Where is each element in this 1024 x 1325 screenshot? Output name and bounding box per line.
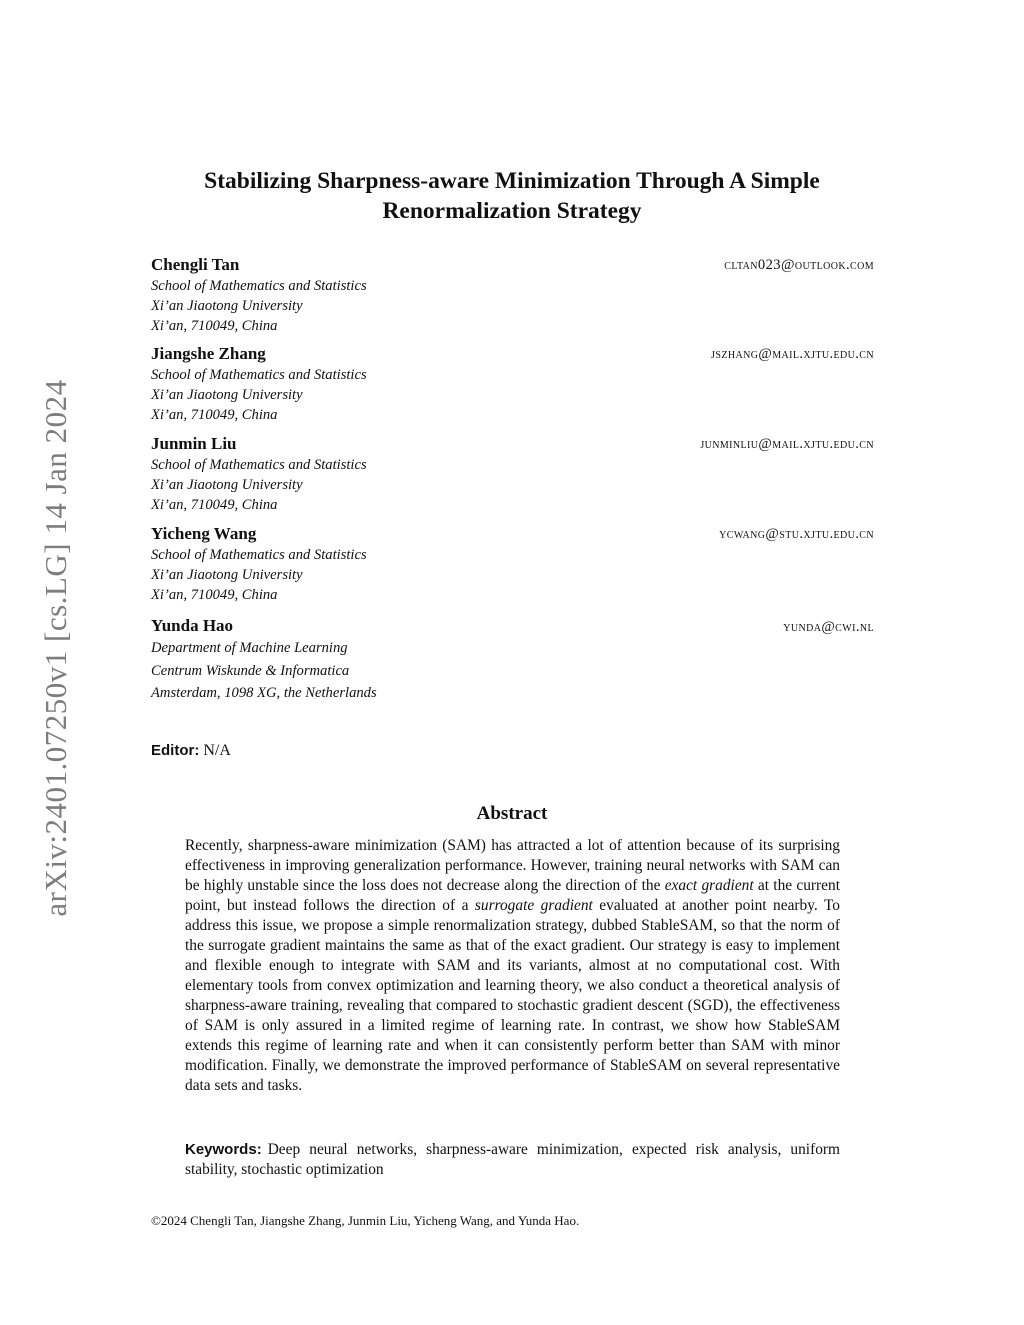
author-block — [151, 254, 874, 336]
author-name: Yicheng Wang — [151, 524, 257, 543]
editor-label: Editor: — [151, 742, 200, 759]
affiliation-line: Xi’an, 710049, China — [151, 497, 278, 513]
keywords-label: Keywords: — [185, 1141, 262, 1158]
abstract-text: Recently, sharpness-aware minimization (SAM) has attracted a lot of attention because of its surprising effectiveness in improving generalization performance. However, training neural networks with SAM can be highly unstable since the loss does not decrease along the direction of the — [185, 837, 840, 894]
author-block — [151, 343, 874, 425]
keywords — [185, 1140, 840, 1180]
affiliation-line: Xi’an Jiaotong University — [151, 567, 303, 583]
abstract-emphasis: surrogate gradient — [474, 897, 593, 914]
abstract-text: evaluated at another point nearby. To address this issue, we propose a simple renormalization strategy, dubbed StableSAM, so that the norm of the surrogate gradient maintains the same as that of the exact gradient. Our strategy is easy to implement and flexible enough to integrate with SAM and its variants, almost at no computational cost. With elementary tools from convex optimization and learning theory, we also conduct a theoretical analysis of sharpness-aware training, revealing that compared to stochastic gradient descent (SGD), the effectiveness of SAM is only assured in a limited regime of learning rate. In contrast, we show how StableSAM extends this regime of learning rate and when it can consistently perform better than SAM with minor modification. Finally, we demonstrate the improved performance of StableSAM on several representative data sets and tasks. — [185, 897, 840, 1094]
author-block — [151, 433, 874, 515]
affiliation-line: Xi’an, 710049, China — [151, 407, 278, 423]
abstract-text: at the current point, but instead follows the direction of a — [185, 877, 840, 914]
title-line-2: Renormalization Strategy — [382, 198, 642, 224]
author-email[interactable]: jszhang@mail.xjtu.edu.cn — [711, 346, 874, 362]
abstract-body — [185, 836, 840, 1096]
abstract-emphasis: exact gradient — [664, 877, 754, 894]
author-email[interactable]: cltan023@outlook.com — [724, 257, 874, 273]
affiliation-line: Amsterdam, 1098 XG, the Netherlands — [151, 685, 377, 701]
arxiv-side-stamp: arXiv:2401.07250v1 [cs.LG] 14 Jan 2024 — [38, 379, 73, 917]
author-name: Chengli Tan — [151, 255, 240, 274]
affiliation-line: Xi’an Jiaotong University — [151, 298, 303, 314]
affiliation-line: School of Mathematics and Statistics — [151, 457, 367, 473]
author-name: Junmin Liu — [151, 434, 237, 453]
paper-title — [150, 166, 874, 226]
editor-value: N/A — [203, 742, 231, 759]
title-line-1: Stabilizing Sharpness-aware Minimization Through A Simple — [204, 168, 820, 194]
author-block — [151, 615, 874, 705]
affiliation-line: Xi’an, 710049, China — [151, 587, 278, 603]
affiliation-line: School of Mathematics and Statistics — [151, 367, 367, 383]
author-name: Jiangshe Zhang — [151, 344, 266, 363]
affiliation-line: Xi’an Jiaotong University — [151, 477, 303, 493]
author-email[interactable]: ycwang@stu.xjtu.edu.cn — [719, 526, 874, 542]
editor-line — [151, 742, 231, 760]
author-email[interactable]: yunda@cwi.nl — [783, 619, 874, 635]
author-block — [151, 523, 874, 605]
affiliation-line: School of Mathematics and Statistics — [151, 278, 367, 294]
author-email[interactable]: junminliu@mail.xjtu.edu.cn — [700, 436, 874, 452]
affiliation-line: Department of Machine Learning — [151, 640, 348, 656]
author-name: Yunda Hao — [151, 616, 234, 635]
affiliation-line: Centrum Wiskunde & Informatica — [151, 662, 350, 679]
abstract-heading: Abstract — [476, 803, 548, 824]
affiliation-line: Xi’an Jiaotong University — [151, 387, 303, 403]
affiliation-line: Xi’an, 710049, China — [151, 318, 278, 334]
affiliation-line: School of Mathematics and Statistics — [151, 547, 367, 563]
keywords-value: Deep neural networks, sharpness-aware minimization, expected risk analysis, uniform stability, stochastic optimization — [185, 1141, 840, 1178]
copyright-notice: ©2024 Chengli Tan, Jiangshe Zhang, Junmin Liu, Yicheng Wang, and Yunda Hao. — [151, 1213, 580, 1228]
